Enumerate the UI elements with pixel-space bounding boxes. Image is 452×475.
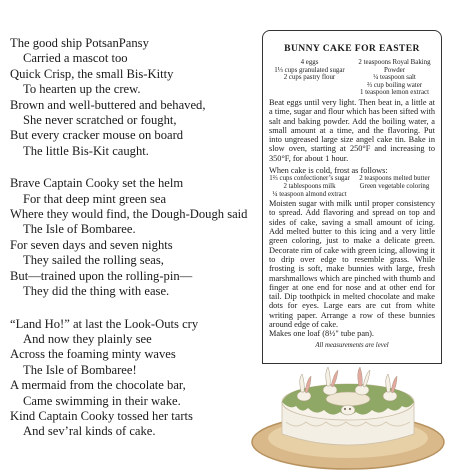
poem-line: Brave Captain Cooky set the helm (10, 176, 184, 191)
poem-line: And now they plainly see (23, 331, 152, 346)
poem-line: A mermaid from the chocolate bar, (10, 378, 186, 393)
poem-stanza-1 (10, 36, 265, 159)
frosting-ingredients-left: 1⅔ cups confectioner’s sugar 2 tablespoons milk ¼ teaspoon almond extract (269, 175, 350, 198)
frosting-ingredients (269, 175, 435, 198)
poem-stanza-3 (10, 317, 265, 440)
poem-line: But—trained upon the rolling-pin— (10, 268, 193, 283)
poem-line: For seven days and seven nights (10, 237, 173, 252)
recipe-card (262, 30, 442, 364)
cake-ingredients-left: 4 eggs 1⅓ cups granulated sugar 2 cups pastry flour (274, 59, 345, 82)
poem-line: The good ship PotsanPansy (10, 36, 149, 50)
bunny-3 (355, 367, 370, 395)
poem-line: Carried a mascot too (23, 51, 128, 66)
bunny-1 (297, 374, 311, 401)
poem-line: The Isle of Bombaree! (23, 362, 137, 377)
poem-line: Kind Captain Cooky tossed her tarts (10, 408, 193, 423)
bunny-5 (341, 405, 355, 415)
bunny-cake-illustration (250, 352, 446, 472)
poem-line: But every cracker mouse on board (10, 128, 184, 143)
poem-line: Quick Crisp, the small Bis-Kitty (10, 66, 174, 81)
cake-method: Beat eggs until very light. Then beat in, a little at a time, sugar and flour which has been sifted with salt and baking powder. Add the boiling water, a small amount at a time, and the flavoring. Put into ungreased large size angel cake tin. Bake in slow oven, starting at 250°F and increasing to 350°F, for about 1 hour. (269, 97, 435, 163)
poem-line: They did the thing with ease. (23, 284, 170, 299)
poem-line: Across the foaming minty waves (10, 347, 176, 362)
cake-ingredients (269, 59, 435, 97)
poem-line: For that deep mint green sea (23, 191, 167, 206)
poem-line: They sailed the rolling seas, (23, 253, 164, 268)
measurement-footnote: All measurements are level (315, 341, 389, 349)
frosting-ingredients-right: 2 teaspoons melted butter Green vegetable coloring (359, 175, 430, 190)
poem (10, 36, 265, 457)
recipe-yield: Makes one loaf (8½" tube pan). (269, 329, 374, 339)
recipe-title: BUNNY CAKE FOR EASTER (284, 43, 420, 54)
bunny-2 (323, 367, 338, 395)
cake-ingredients-right: 2 teaspoons Royal Baking Powder ¼ teaspoon salt ⅔ cup boiling water 1 teaspoon lemon extract (358, 59, 431, 97)
recipe-body (269, 59, 435, 350)
poem-line: She never scratched or fought, (23, 113, 177, 128)
poem-line: Where they would find, the Dough-Dough said (10, 207, 248, 222)
frost-note: When cake is cold, frost as follows: (269, 166, 388, 176)
poem-line: “Land Ho!” at last the Look-Outs cry (10, 316, 199, 331)
poem-line: To hearten up the crew. (23, 82, 141, 97)
frosting-method: Moisten sugar with milk until proper consistency to spread. Add flavoring and spread on top and sides of cake, saving a small amount of icing. Add melted butter to this icing and a very little green coloring, just to make a delicate green. Decorate rim of cake with green icing, allowing it to drip over edge to resemble grass. While frosting is soft, make bunnies with large, fresh marshmallows which are pinched with thumb and finger at one end for nose and at other end for tail. Dip toothpick in melted chocolate and make dots for eyes. Large ears are cut from white writing paper. Arrange a row of these bunnies around edge of cake. (269, 199, 435, 329)
poem-line: And sev’ral kinds of cake. (23, 424, 156, 439)
poem-line: Came swimming in their wake. (23, 393, 181, 408)
poem-line: The little Bis-Kit caught. (23, 143, 149, 158)
poem-stanza-2 (10, 176, 265, 299)
poem-line: The Isle of Bombaree. (23, 222, 136, 237)
poem-line: Brown and well-buttered and behaved, (10, 97, 206, 112)
